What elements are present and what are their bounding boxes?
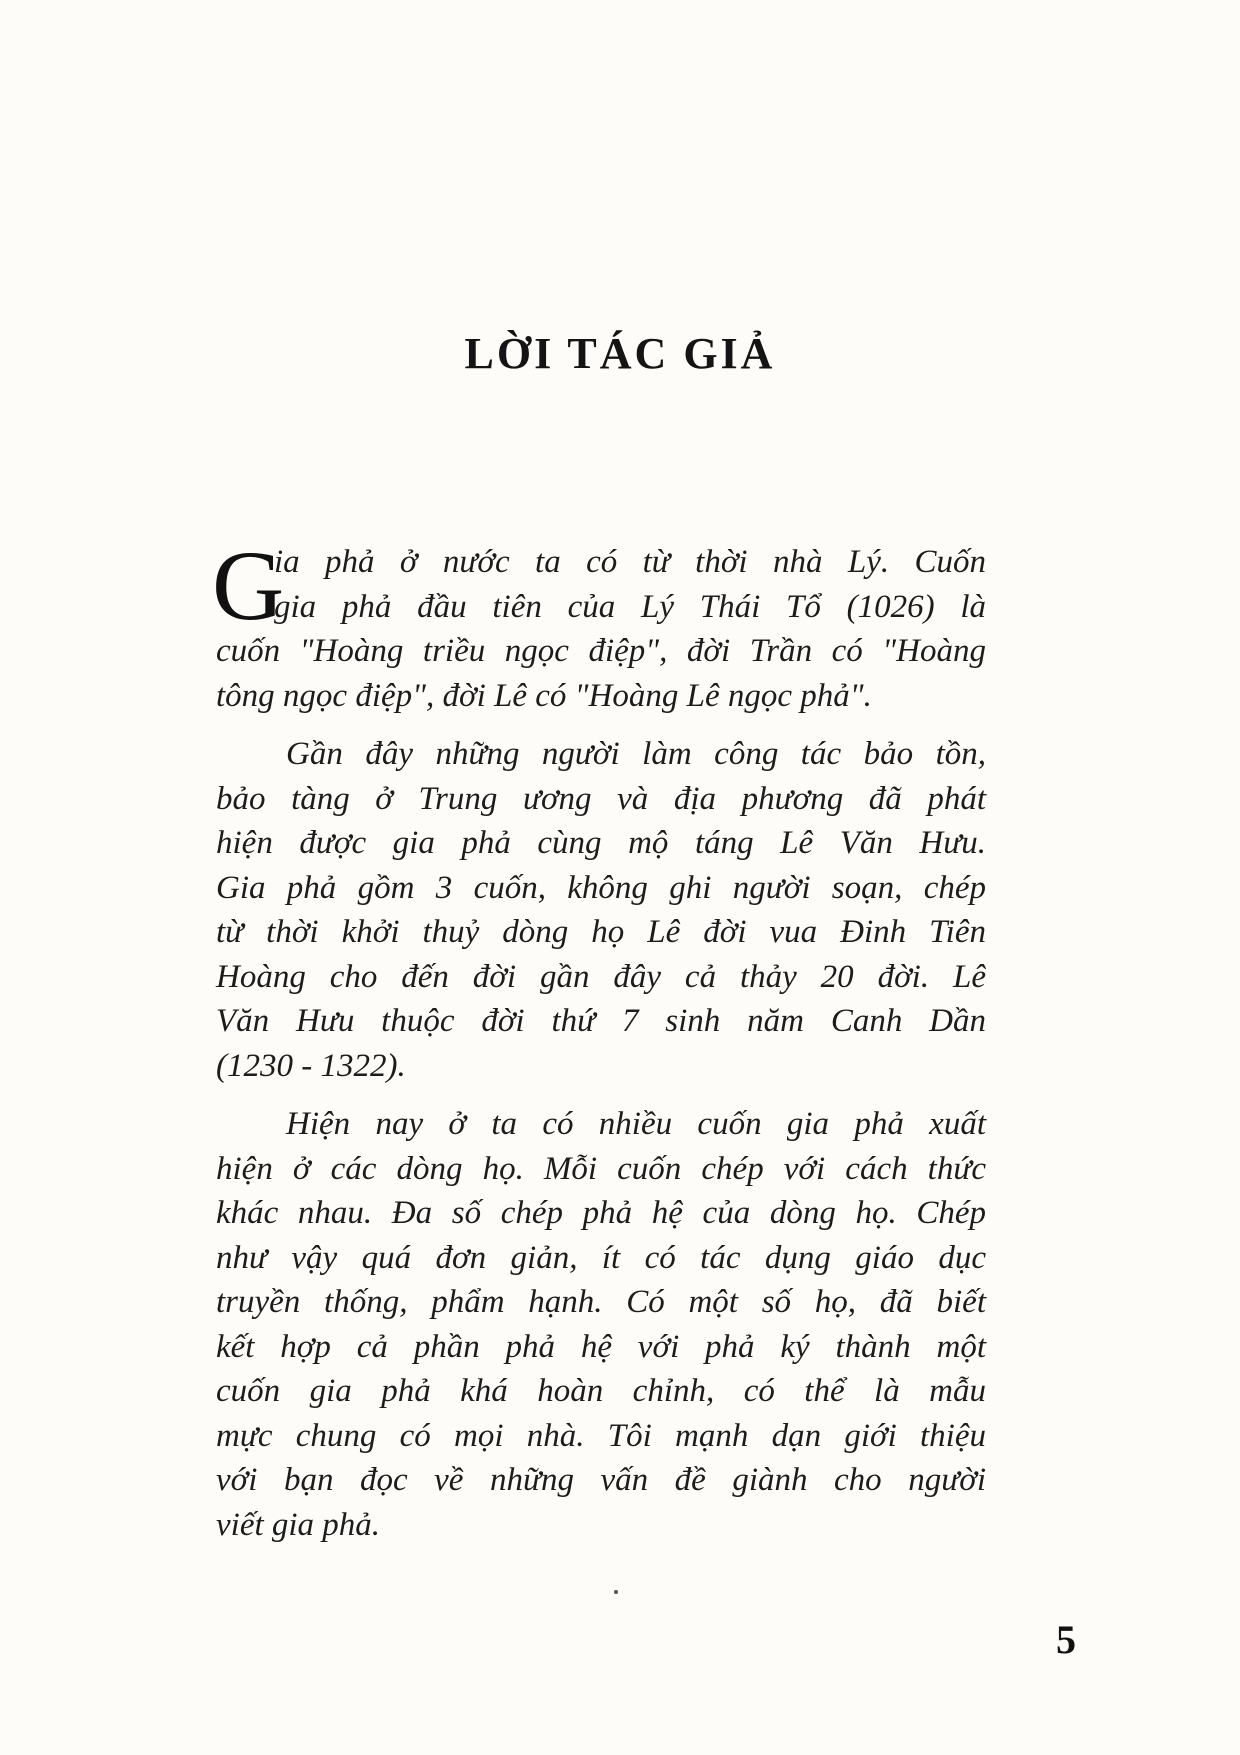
text-line: tông ngọc điệp", đời Lê có "Hoàng Lê ngọc phả". bbox=[216, 677, 872, 714]
text-line: ia phả ở nước ta có từ thời nhà Lý. Cuốn bbox=[274, 544, 986, 580]
text-line: Gia phả gồm 3 cuốn, không ghi người soạn, chép bbox=[216, 869, 986, 906]
text-line: từ thời khởi thuỷ dòng họ Lê đời vua Đinh Tiên bbox=[216, 914, 986, 950]
text-line: Văn Hưu thuộc đời thứ 7 sinh năm Canh Dần bbox=[216, 1003, 986, 1039]
text-line: gia phả đầu tiên của Lý Thái Tổ (1026) là bbox=[274, 588, 986, 625]
drop-cap-letter: G bbox=[212, 530, 285, 641]
page-title: LỜI TÁC GIẢ bbox=[464, 329, 776, 378]
text-line: truyền thống, phẩm hạnh. Có một số họ, đã biết bbox=[216, 1284, 986, 1320]
paragraph-3 bbox=[216, 1102, 986, 1547]
text-line: với bạn đọc về những vấn đề giành cho người bbox=[216, 1462, 986, 1498]
paragraph-1 bbox=[212, 530, 986, 718]
drop-cap-block bbox=[212, 530, 986, 641]
text-line: mực chung có mọi nhà. Tôi mạnh dạn giới thiệu bbox=[216, 1417, 986, 1454]
text-line: cuốn gia phả khá hoàn chỉnh, có thể là mẫu bbox=[216, 1373, 986, 1409]
text-line: Gần đây những người làm công tác bảo tồn, bbox=[286, 736, 986, 772]
body-text bbox=[212, 530, 986, 1547]
page-number: 5 bbox=[1056, 1617, 1076, 1662]
text-line: hiện ở các dòng họ. Mỗi cuốn chép với cách thức bbox=[216, 1150, 986, 1187]
text-line: bảo tàng ở Trung ương và địa phương đã phát bbox=[216, 780, 986, 817]
text-line: hiện được gia phả cùng mộ táng Lê Văn Hưu. bbox=[216, 825, 986, 861]
text-line: Hoàng cho đến đời gần đây cả thảy 20 đời. Lê bbox=[216, 958, 986, 995]
decorative-dot bbox=[614, 1590, 618, 1594]
text-line: khác nhau. Đa số chép phả hệ của dòng họ. Chép bbox=[216, 1195, 986, 1231]
text-line: như vậy quá đơn giản, ít có tác dụng giáo dục bbox=[216, 1239, 986, 1276]
text-line: viết gia phả. bbox=[216, 1506, 381, 1543]
text-line: kết hợp cả phần phả hệ với phả ký thành một bbox=[216, 1328, 986, 1365]
paragraph-2 bbox=[216, 732, 986, 1088]
text-line: (1230 - 1322). bbox=[216, 1047, 406, 1084]
text-line: Hiện nay ở ta có nhiều cuốn gia phả xuất bbox=[286, 1106, 986, 1142]
text-line: cuốn "Hoàng triều ngọc điệp", đời Trần có "Hoàng bbox=[216, 633, 986, 669]
